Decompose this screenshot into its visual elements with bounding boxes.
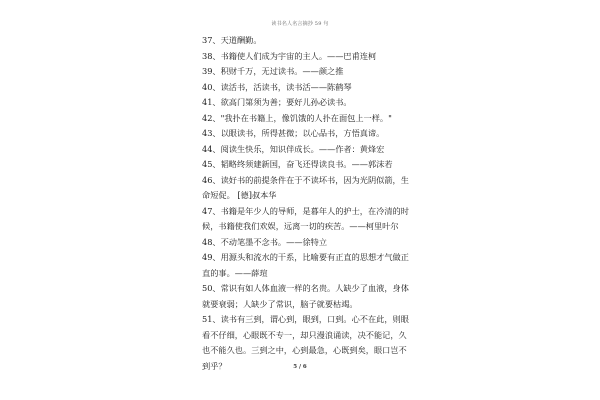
page-header: 读书名人名言摘抄 59 句 [271,21,329,27]
quote-line: 48、不动笔墨不念书。——徐特立 [202,236,328,247]
quote-line: 命短促。 [德]叔本华 [202,190,277,200]
quote-line: 也不能久也。三到之中，心到最急，心既到矣，眼口岂不 [202,345,407,355]
quote-line: 38、书籍使人们成为宇宙的主人。——巴甫连柯 [202,50,377,61]
quote-list [202,33,409,374]
quote-line: 49、用源头和流水的干系，比喻要有正直的思想才气做正 [202,252,409,262]
quote-line: 就要衰弱；人缺少了常识，脑子就要枯竭。 [202,298,358,309]
quote-line: 47、书籍是年少人的导师，是暮年人的护士，在冷清的时 [202,205,409,216]
quote-line: 看不仔细，心眼既不专一，却只漫浪诵读，决不能记，久 [202,329,407,340]
page-number: 5 / 6 [293,364,307,370]
quote-line: 46、读好书的前提条件在于不读坏书，因为光阴似箭，生 [202,174,409,185]
quote-line: 45、韬略终须建新国，奋飞还得读良书。——郭沫若 [202,159,393,169]
quote-line: 50、常识有如人体血液一样的名贵。人缺少了血液，身体 [202,283,409,293]
quote-line: 42、"我扑在书籍上，像饥饿的人扑在面包上一样。" [202,112,392,123]
quote-line: 51、读书有三到，谓心到，眼到，口到。心不在此，则眼 [202,314,409,324]
quote-line: 到乎？ [202,360,227,371]
quote-line: 40、读活书，活读书，读书活——陈鹤琴 [202,81,352,92]
quote-line: 直的事。——薛瑄 [202,267,268,278]
quote-line: 39、积财千万，无过读书。——颜之推 [202,66,344,76]
quote-line: 37、天道酬勤。 [202,35,262,45]
quote-line: 44、阅读生快乐，知识伴成长。——作者：黄烽宏 [202,143,385,154]
quote-line: 43、以眼读书，所得甚微；以心品书，方悟真谛。 [202,128,385,138]
quote-line: 候，书籍使我们欢娱，远离一切的疾苦。——柯里叶尔 [202,221,399,231]
quote-line: 41、欲高门第须为善；要好儿孙必读书。 [202,97,352,107]
